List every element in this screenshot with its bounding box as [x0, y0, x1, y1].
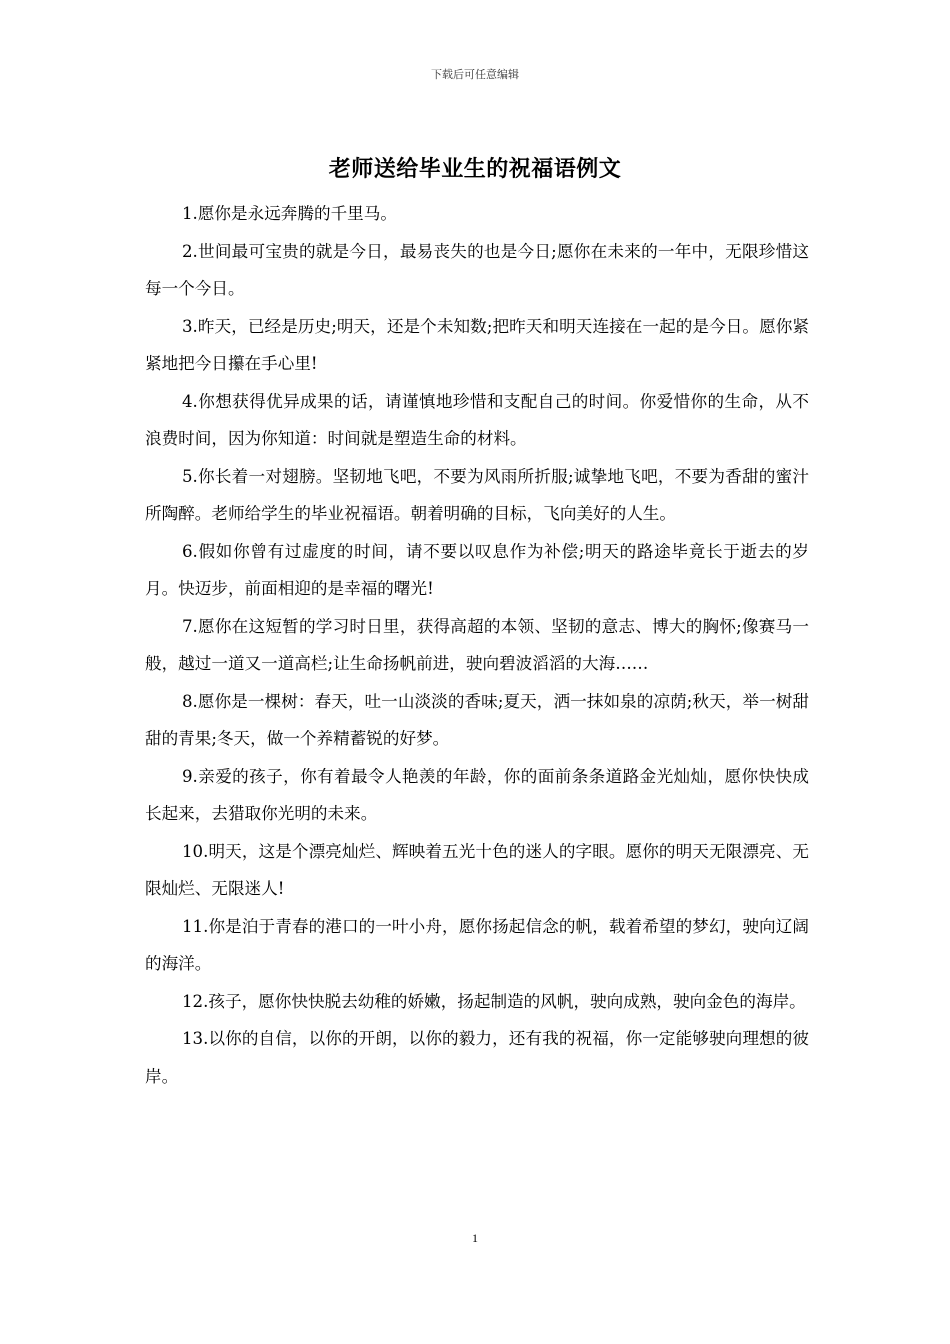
- paragraph-13: 13.以你的自信，以你的开朗，以你的毅力，还有我的祝福，你一定能够驶向理想的彼岸。: [145, 1029, 809, 1086]
- paragraph-7: 7.愿你在这短暂的学习时日里，获得高超的本领、坚韧的意志、博大的胸怀;像赛马一般，越过一道又一道高栏;让生命扬帆前进，驶向碧波滔滔的大海……: [145, 616, 809, 673]
- page-header: 下载后可任意编辑: [431, 68, 519, 81]
- paragraph-2: 2.世间最可宝贵的就是今日，最易丧失的也是今日;愿你在未来的一年中，无限珍惜这每一个今日。: [145, 241, 809, 298]
- paragraph-8: 8.愿你是一棵树：春天，吐一山淡淡的香味;夏天，洒一抹如泉的凉荫;秋天，举一树甜甜的青果;冬天，做一个养精蓄锐的好梦。: [145, 691, 809, 748]
- paragraph-10: 10.明天，这是个漂亮灿烂、辉映着五光十色的迷人的字眼。愿你的明天无限漂亮、无限灿烂、无限迷人!: [145, 841, 809, 898]
- paragraph-4: 4.你想获得优异成果的话，请谨慎地珍惜和支配自己的时间。你爱惜你的生命，从不浪费时间，因为你知道：时间就是塑造生命的材料。: [145, 391, 809, 448]
- paragraph-6: 6.假如你曾有过虚度的时间，请不要以叹息作为补偿;明天的路途毕竟长于逝去的岁月。快迈步，前面相迎的是幸福的曙光!: [145, 541, 809, 598]
- page-number: 1: [472, 1231, 478, 1245]
- document-title: 老师送给毕业生的祝福语例文: [328, 157, 622, 182]
- paragraph-12: 12.孩子，愿你快快脱去幼稚的娇嫩，扬起制造的风帆，驶向成熟，驶向金色的海岸。: [182, 991, 806, 1011]
- paragraph-3: 3.昨天，已经是历史;明天，还是个未知数;把昨天和明天连接在一起的是今日。愿你紧紧地把今日攥在手心里!: [145, 316, 809, 373]
- paragraph-5: 5.你长着一对翅膀。坚韧地飞吧，不要为风雨所折服;诚挚地飞吧，不要为香甜的蜜汁所陶醉。老师给学生的毕业祝福语。朝着明确的目标，飞向美好的人生。: [145, 466, 809, 523]
- paragraph-11: 11.你是泊于青春的港口的一叶小舟，愿你扬起信念的帆，载着希望的梦幻，驶向辽阔的海洋。: [145, 916, 809, 973]
- document-body: [145, 195, 809, 1095]
- paragraph-1: 1.愿你是永远奔腾的千里马。: [182, 204, 397, 223]
- paragraph-9: 9.亲爱的孩子，你有着最令人艳羡的年龄，你的面前条条道路金光灿灿，愿你快快成长起来，去猎取你光明的未来。: [145, 766, 809, 823]
